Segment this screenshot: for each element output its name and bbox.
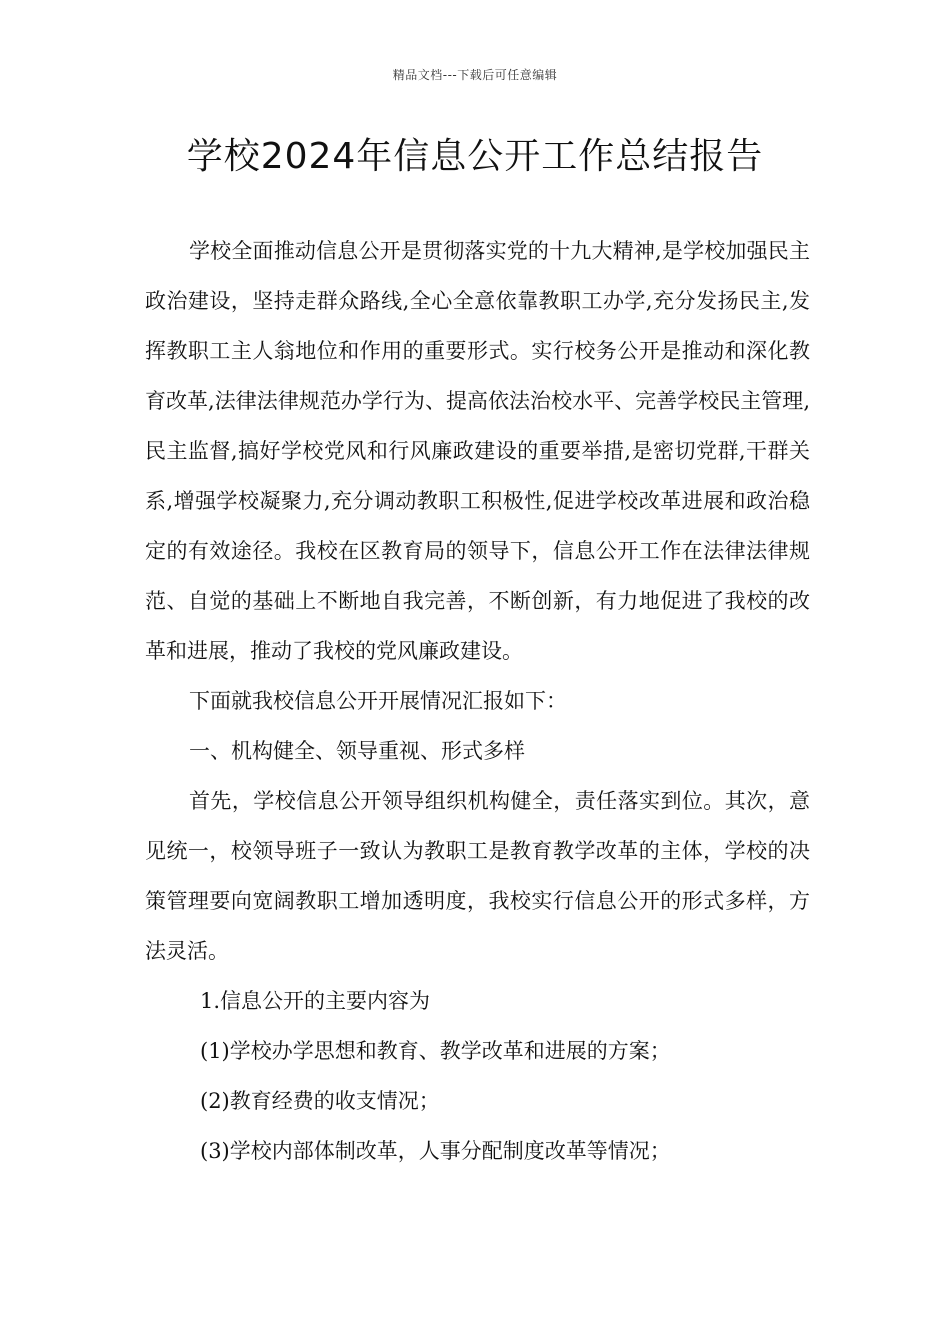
intro-paragraph: 学校全面推动信息公开是贯彻落实党的十九大精神,是学校加强民主政治建设，坚持走群众路线,全心全意依靠教职工办学,充分发扬民主,发挥教职工主人翁地位和作用的重要形式。实行校务公开是推动和深化教育改革,法律法律规范办学行为、提高依法治校水平、完善学校民主管理,民主监督,搞好学校党风和行风廉政建设的重要举措,是密切党群,干群关系,增强学校凝聚力,充分调动教职工积极性,促进学校改革进展和政治稳定的有效途径。我校在区教育局的领导下，信息公开工作在法律法律规范、自觉的基础上不断地自我完善，不断创新，有力地促进了我校的改革和进展，推动了我校的党风廉政建设。 bbox=[145, 239, 810, 663]
list-item-1: 1.信息公开的主要内容为 bbox=[200, 989, 431, 1013]
sub-item-2: (2)教育经费的收支情况； bbox=[200, 1089, 440, 1113]
document-body bbox=[145, 226, 810, 1176]
sub-item-1: (1)学校办学思想和教育、教学改革和进展的方案； bbox=[200, 1039, 671, 1063]
document-title: 学校2024年信息公开工作总结报告 bbox=[186, 136, 764, 177]
sub-item-3: (3)学校内部体制改革，人事分配制度改革等情况； bbox=[200, 1139, 671, 1163]
section-1-body: 首先，学校信息公开领导组织机构健全，责任落实到位。其次，意见统一，校领导班子一致认为教职工是教育教学改革的主体，学校的决策管理要向宽阔教职工增加透明度，我校实行信息公开的形式多样，方法灵活。 bbox=[145, 789, 810, 963]
header-note: 精品文档---下载后可任意编辑 bbox=[392, 68, 558, 82]
report-intro-paragraph: 下面就我校信息公开开展情况汇报如下： bbox=[189, 689, 567, 713]
section-heading-1: 一、机构健全、领导重视、形式多样 bbox=[189, 739, 525, 763]
